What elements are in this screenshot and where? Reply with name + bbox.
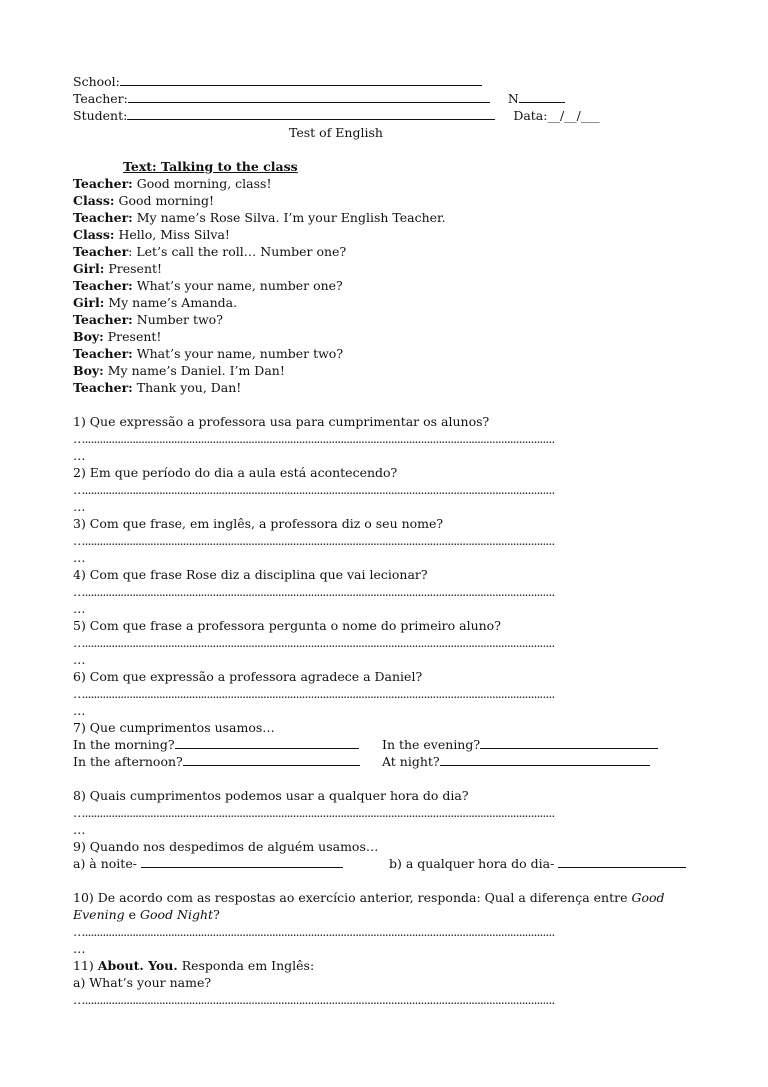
- dialogue-line: [73, 260, 691, 277]
- answer-line-1[interactable]: …..............................................................................................................................................................: [73, 431, 555, 446]
- dialogue-line: [73, 192, 691, 209]
- q9-b-blank[interactable]: [558, 855, 686, 868]
- q7-row-1: [73, 736, 691, 753]
- question-10-line-2: [73, 906, 691, 923]
- answer-line-5[interactable]: …..............................................................................................................................................................: [73, 635, 555, 650]
- question-6: 6) Com que expressão a professora agradece a Daniel?: [73, 669, 423, 684]
- speaker-label: Boy:: [73, 329, 104, 344]
- q10-good-night: Good Night: [140, 907, 214, 922]
- speaker-label: Teacher:: [73, 278, 133, 293]
- speaker-label: Teacher:: [73, 346, 133, 361]
- answer-tail-3: …: [73, 550, 86, 565]
- q7-evening-blank[interactable]: [480, 736, 658, 749]
- test-title: Test of English: [289, 125, 383, 140]
- speaker-label: Teacher:: [73, 312, 133, 327]
- q9-a-label: a) à noite-: [73, 856, 141, 871]
- speech-text: Good morning!: [114, 193, 214, 208]
- speech-text: Good morning, class!: [132, 176, 272, 191]
- answer-line-4[interactable]: …..............................................................................................................................................................: [73, 584, 555, 599]
- number-label: N: [507, 91, 519, 106]
- answer-tail-5: …: [73, 652, 86, 667]
- teacher-blank[interactable]: [128, 90, 490, 103]
- speaker-label: Class:: [73, 193, 115, 208]
- speech-text: My name’s Rose Silva. I’m your English Teacher.: [132, 210, 446, 225]
- speech-text: Thank you, Dan!: [132, 380, 242, 395]
- speech-text: My name’s Daniel. I’m Dan!: [103, 363, 285, 378]
- text-title: Text: Talking to the class: [123, 159, 298, 174]
- q7-morning-blank[interactable]: [175, 736, 359, 749]
- speech-text: : Let’s call the roll… Number one?: [128, 244, 347, 259]
- school-label: School:: [73, 74, 120, 89]
- speech-text: Hello, Miss Silva!: [114, 227, 230, 242]
- question-3: 3) Com que frase, em inglês, a professora diz o seu nome?: [73, 516, 444, 531]
- dialogue-line: [73, 328, 691, 345]
- answer-line-2[interactable]: …..............................................................................................................................................................: [73, 482, 555, 497]
- speaker-label: Boy:: [73, 363, 104, 378]
- speaker-label: Teacher: [73, 244, 129, 259]
- question-9: 9) Quando nos despedimos de alguém usamos…: [73, 839, 379, 854]
- number-blank[interactable]: [519, 90, 565, 103]
- speech-text: Number two?: [132, 312, 223, 327]
- dialogue-line: [73, 379, 691, 396]
- answer-line-11a[interactable]: …..............................................................................................................................................................: [73, 992, 555, 1007]
- question-11: [73, 957, 691, 974]
- q10-and: e: [124, 907, 141, 922]
- test-sheet: [73, 73, 691, 1008]
- q10-end: ?: [213, 907, 220, 922]
- dialogue-line: [73, 345, 691, 362]
- q10-evening: Evening: [73, 907, 125, 922]
- dialogue-line: [73, 243, 691, 260]
- dialogue: [73, 175, 691, 396]
- answer-tail-1: …: [73, 448, 86, 463]
- answer-tail-6: …: [73, 703, 86, 718]
- q9-b-label: b) a qualquer hora do dia-: [389, 856, 559, 871]
- q7-night-label: At night?: [382, 754, 440, 769]
- answer-line-6[interactable]: …..............................................................................................................................................................: [73, 686, 555, 701]
- question-4: 4) Com que frase Rose diz a disciplina que vai lecionar?: [73, 567, 428, 582]
- question-5: 5) Com que frase a professora pergunta o nome do primeiro aluno?: [73, 618, 501, 633]
- dialogue-line: [73, 277, 691, 294]
- answer-line-8[interactable]: …..............................................................................................................................................................: [73, 805, 555, 820]
- student-label: Student:: [73, 108, 128, 123]
- dialogue-line: [73, 311, 691, 328]
- speaker-label: Class:: [73, 227, 115, 242]
- teacher-line: [73, 90, 691, 107]
- question-8: 8) Quais cumprimentos podemos usar a qualquer hora do dia?: [73, 788, 469, 803]
- test-title-line: [73, 124, 691, 141]
- dialogue-line: [73, 209, 691, 226]
- question-2: 2) Em que período do dia a aula está acontecendo?: [73, 465, 398, 480]
- answer-tail-8: …: [73, 822, 86, 837]
- q7-afternoon-label: In the afternoon?: [73, 754, 183, 769]
- q7-afternoon-blank[interactable]: [183, 753, 360, 766]
- question-7: 7) Que cumprimentos usamos…: [73, 720, 275, 735]
- student-line: [73, 107, 691, 124]
- question-1: 1) Que expressão a professora usa para cumprimentar os alunos?: [73, 414, 490, 429]
- q7-row-2: [73, 753, 691, 770]
- speech-text: Present!: [103, 329, 162, 344]
- q7-morning-label: In the morning?: [73, 737, 175, 752]
- speaker-label: Teacher:: [73, 380, 133, 395]
- dialogue-line: [73, 362, 691, 379]
- q9-row: [73, 855, 691, 872]
- q7-evening-label: In the evening?: [382, 737, 481, 752]
- speech-text: What’s your name, number one?: [132, 278, 343, 293]
- answer-tail-2: …: [73, 499, 86, 514]
- speech-text: Present!: [104, 261, 163, 276]
- question-10-line-1: [73, 889, 691, 906]
- q9-a-blank[interactable]: [141, 855, 343, 868]
- school-blank[interactable]: [120, 73, 482, 86]
- dialogue-line: [73, 226, 691, 243]
- speaker-label: Teacher:: [73, 210, 133, 225]
- speech-text: My name’s Amanda.: [104, 295, 238, 310]
- q11-instruction: Responda em Inglês:: [177, 958, 315, 973]
- q11-number: 11): [73, 958, 98, 973]
- q10-text: 10) De acordo com as respostas ao exercício anterior, responda: Qual a diferença entre: [73, 890, 632, 905]
- answer-line-3[interactable]: …..............................................................................................................................................................: [73, 533, 555, 548]
- speaker-label: Teacher:: [73, 176, 133, 191]
- teacher-label: Teacher:: [73, 91, 128, 106]
- speaker-label: Girl:: [73, 261, 105, 276]
- text-title-line: [73, 158, 691, 175]
- date-field[interactable]: Data:__/__/___: [513, 108, 600, 123]
- answer-line-10[interactable]: …..............................................................................................................................................................: [73, 924, 555, 939]
- school-line: [73, 73, 691, 90]
- question-11-a: a) What’s your name?: [73, 975, 212, 990]
- student-blank[interactable]: [127, 107, 495, 120]
- q10-good: Good: [631, 890, 665, 905]
- answer-tail-4: …: [73, 601, 86, 616]
- dialogue-line: [73, 175, 691, 192]
- q7-night-blank[interactable]: [440, 753, 650, 766]
- q11-about-you: About. You.: [97, 958, 178, 973]
- dialogue-line: [73, 294, 691, 311]
- answer-tail-10: …: [73, 941, 86, 956]
- speaker-label: Girl:: [73, 295, 105, 310]
- speech-text: What’s your name, number two?: [132, 346, 344, 361]
